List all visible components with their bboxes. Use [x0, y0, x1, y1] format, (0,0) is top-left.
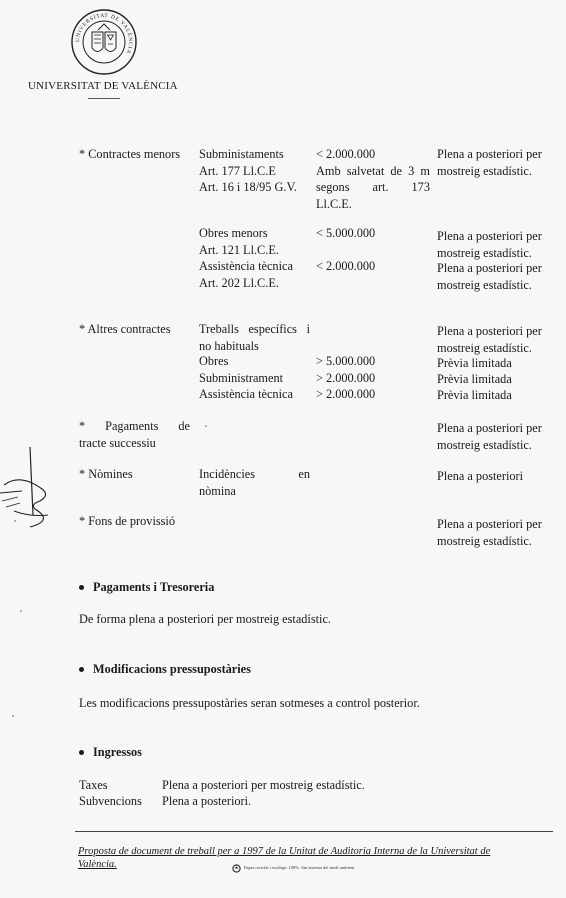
recycled-paper-note: Paper reciclat i ecològic 100%. Sin sistema del medi ambient: [244, 865, 355, 870]
cell-obres-menors-control: [437, 228, 542, 261]
cell-obres-threshold: > 5.000.000: [316, 354, 376, 368]
cell-obres: Obres: [199, 354, 229, 368]
footer-note: Proposta de document de treball per a 1997 de la Unitat de Auditoria Interna de la Universitat de València.: [78, 846, 491, 870]
ingressos-label-subvencions: Subvencions: [79, 794, 142, 808]
cell-line-justified: [199, 466, 310, 483]
word: de: [178, 419, 190, 433]
word: 3: [408, 163, 415, 178]
word: salvetat: [346, 163, 385, 178]
row-label-nomines: * Nòmines: [79, 467, 133, 481]
row-label-pagaments: [79, 418, 190, 451]
cell-obres-menors: [199, 225, 279, 258]
header-divider: [88, 98, 120, 99]
cell-line: Ll.C.E.: [316, 196, 352, 211]
seal-ring-text: UNIVERSITAT DE VALÈNCIA: [74, 12, 134, 55]
ingressos-value-taxes: Plena a posteriori per mostreig estadístic.: [162, 778, 365, 792]
cell-line: Art. 16 i 18/95 G.V.: [199, 180, 297, 194]
cell-subministraments: [199, 146, 297, 196]
scan-speck: [20, 610, 22, 612]
cell-line: < 2.000.000: [316, 147, 376, 161]
cell-line-justified: [79, 418, 190, 435]
cell-line: mostreig estadístic.: [437, 245, 532, 260]
row-label-fons: * Fons de provissió: [79, 514, 175, 528]
row-label-altres-contractes: * Altres contractes: [79, 322, 171, 336]
word: Pagaments: [105, 419, 159, 433]
cell-assistencia-tecnica-2: Assistència tècnica: [199, 387, 293, 401]
section-heading-ingressos: [79, 745, 142, 760]
cell-assistencia-tecnica-2-threshold: > 2.000.000: [316, 387, 376, 401]
word: Amb: [316, 163, 341, 178]
cell-subministraments-threshold: [316, 146, 430, 212]
cell-line: nòmina: [199, 483, 236, 498]
cell-assistencia-tecnica-threshold: < 2.000.000: [316, 259, 376, 273]
university-name: UNIVERSITAT DE VALÈNCIA: [28, 80, 178, 92]
cell-treballs-especifics: [199, 321, 310, 354]
cell-line: Plena a posteriori per: [437, 421, 542, 435]
bullet-icon: [79, 750, 84, 755]
cell-line-justified: [199, 321, 310, 338]
scan-speck: [205, 425, 207, 427]
cell-line: Plena a posteriori per: [437, 147, 542, 161]
word: m: [420, 163, 430, 178]
cell-obres-control: Prèvia limitada: [437, 356, 512, 370]
word: segons: [316, 180, 350, 194]
heading-text: Modificacions pressupostàries: [93, 662, 251, 676]
cell-line: Art. 121 Ll.C.E.: [199, 242, 279, 257]
section-heading-modificacions: [79, 662, 251, 677]
cell-nomines-control: Plena a posteriori: [437, 469, 524, 483]
cell-line: no habituals: [199, 338, 259, 353]
cell-line: Assistència tècnica: [199, 259, 293, 273]
cell-line: mostreig estadístic.: [437, 533, 532, 548]
handwritten-signature-icon: [0, 445, 60, 535]
section-text-tresoreria: De forma plena a posteriori per mostreig estadístic.: [79, 612, 332, 626]
ingressos-label-taxes: Taxes: [79, 778, 108, 792]
word: Treballs: [199, 322, 239, 336]
university-seal-icon: [70, 8, 138, 76]
footer-divider: [75, 831, 553, 832]
bullet-icon: [79, 585, 84, 590]
heading-text: Pagaments i Tresoreria: [93, 580, 215, 594]
cell-line-justified: [316, 163, 430, 180]
cell-incidencies: [199, 466, 310, 499]
section-heading-tresoreria: [79, 580, 214, 595]
cell-subministrament-control: Prèvia limitada: [437, 372, 512, 386]
cell-line: Obres menors: [199, 226, 268, 240]
scan-speck: [14, 520, 16, 522]
cell-fons-control: [437, 516, 542, 549]
heading-text: Ingressos: [93, 745, 142, 759]
cell-line-justified: [316, 179, 430, 196]
cell-pagaments-control: [437, 420, 542, 453]
word: i: [306, 322, 310, 336]
cell-line: mostreig estadístic.: [437, 340, 532, 355]
cell-assistencia-tecnica-2-control: Prèvia limitada: [437, 388, 512, 402]
row-label-contractes-menors: * Contractes menors: [79, 147, 181, 161]
cell-assistencia-tecnica: [199, 258, 293, 291]
cell-line: tracte successiu: [79, 435, 156, 450]
bullet-icon: [79, 667, 84, 672]
section-text-modificacions: Les modificacions pressupostàries seran sotmeses a control posterior.: [79, 696, 420, 710]
word: Incidències: [199, 467, 255, 481]
cell-line: Art. 202 Ll.C.E.: [199, 275, 279, 290]
recycle-icon: [232, 864, 241, 873]
word: específics: [248, 322, 297, 336]
word: de: [390, 163, 402, 178]
ingressos-value-subvencions: Plena a posteriori.: [162, 794, 252, 808]
word: en: [298, 467, 310, 481]
cell-subministrament-threshold: > 2.000.000: [316, 371, 376, 385]
cell-line: mostreig estadístic.: [437, 277, 532, 292]
word: *: [79, 419, 86, 433]
cell-line: mostreig estadístic.: [437, 163, 532, 178]
word: 173: [411, 180, 430, 194]
cell-line: Plena a posteriori per: [437, 261, 542, 275]
cell-obres-menors-threshold: < 5.000.000: [316, 226, 376, 240]
cell-line: Subministaments: [199, 147, 284, 161]
cell-line: Plena a posteriori per: [437, 229, 542, 243]
cell-treballs-especifics-control: [437, 323, 542, 356]
cell-line: Plena a posteriori per: [437, 517, 542, 531]
scan-speck: [12, 715, 14, 717]
word: art.: [372, 180, 389, 194]
cell-line: Plena a posteriori per: [437, 324, 542, 338]
cell-subministraments-control: [437, 146, 542, 179]
cell-assistencia-tecnica-control: [437, 260, 542, 293]
cell-subministrament: Subministrament: [199, 371, 284, 385]
cell-line: mostreig estadístic.: [437, 437, 532, 452]
cell-line: Art. 177 Ll.C.E: [199, 163, 276, 178]
